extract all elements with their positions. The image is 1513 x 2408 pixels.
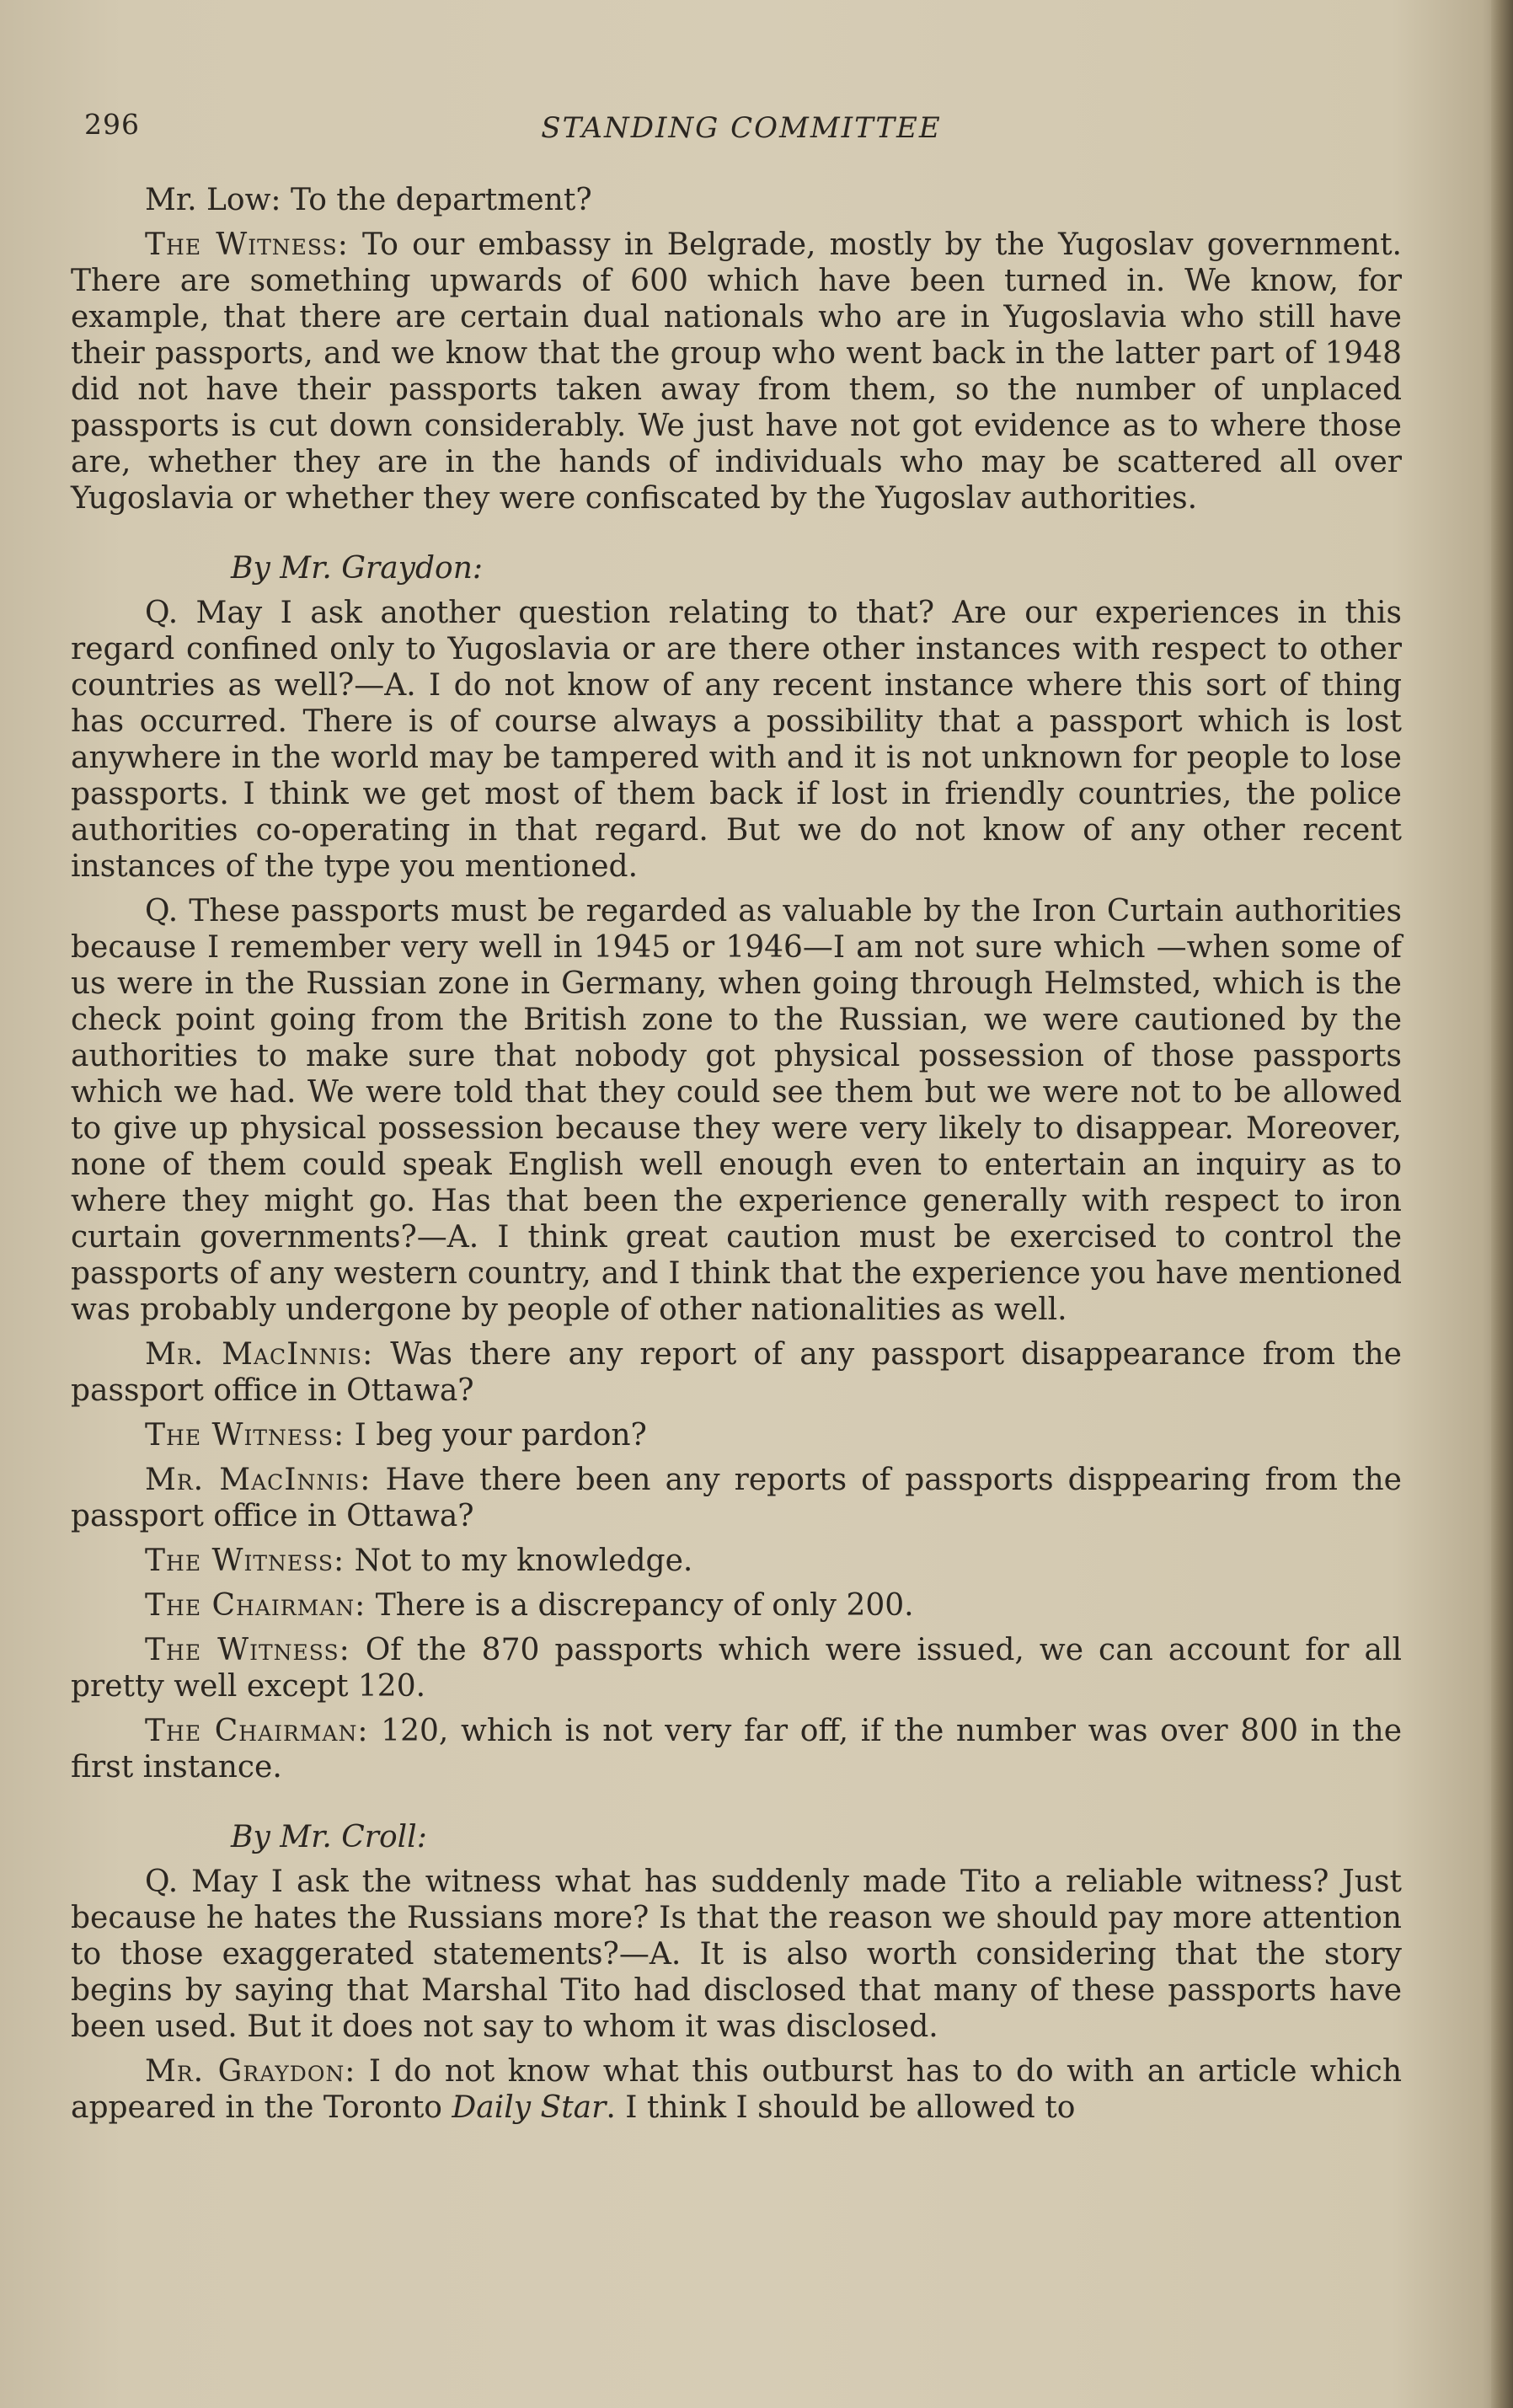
newspaper-title: Daily Star [452,2090,607,2125]
paragraph-text: Was there any report of any passport disappearance from the passport office in Ottawa? [71,1337,1402,1408]
paragraph-text: Not to my knowledge. [345,1544,693,1578]
paragraph-witness-embassy [71,227,1402,516]
paragraph-text: Q. These passports must be regarded as valuable by the Iron Curtain authorities because I remember very well in 1945 or 1946—I am not sure which —when some of us were in the Russian zone in Germany, when going through Helmsted, which is the check point going from the British zone to the Russian, we were cautioned by the authorities to make sure that nobody got physical possession of those passports which we had. We were told that they could see them but we were not to be allowed to give up physical possession because they were very likely to disappear. Moreover, none of them could speak English well enough even to entertain an inquiry as to where they might go. Has that been the experience generally with respect to iron curtain governments?—A. I think great caution must be exercised to control the passports of any western country, and I think that the experience you have mentioned was probably undergone by people of other nationalities as well. [71,894,1402,1327]
paragraph-text: Q. May I ask another question relating to that? Are our experiences in this regard confined only to Yugoslavia or are there other instances with respect to other countries as well?—A. I do not know of any recent instance where this sort of thing has occurred. There is of course always a possibility that a passport which is lost anywhere in the world may be tampered with and it is not unknown for people to lose passports. I think we get most of them back if lost in friendly countries, the police authorities co-operating in that regard. But we do not know of any other recent instances of the type you mentioned. [71,596,1402,884]
paragraph-witness-870 [71,1632,1402,1704]
paragraph-graydon-outburst [71,2053,1402,2126]
paragraph-text-tail: . I think I should be allowed to [606,2090,1076,2125]
speaker-name: The Chairman: [145,1588,366,1623]
paragraph-text: Have there been any reports of passports disppearing from the passport office in Ottawa? [71,1463,1402,1533]
paragraph-question-iron-curtain [71,893,1402,1328]
paragraph-macinnis-report [71,1336,1402,1409]
paragraph-macinnis-reports [71,1462,1402,1534]
paragraph-text: To the department? [281,183,592,217]
speaker-name: Mr. Low: [145,183,281,217]
speaker-name: Mr. MacInnis: [145,1337,374,1372]
speaker-name: Mr. Graydon: [145,2054,356,2089]
book-spine-edge [1491,0,1513,2408]
paragraph-question-tito [71,1864,1402,2045]
paragraph-witness-knowledge [71,1543,1402,1579]
byline-graydon: By Mr. Graydon: [231,551,484,586]
paragraph-text: Q. May I ask the witness what has suddenly made Tito a reliable witness? Just because he hates the Russians more? Is that the reason we should pay more attention to those exaggerated statements?—A. It is also worth considering that the story begins by saying that Marshal Tito had disclosed that many of these passports have been used. But it does not say to whom it was disclosed. [71,1865,1402,2044]
paragraph-text: 120, which is not very far off, if the number was over 800 in the first instance. [71,1714,1402,1785]
paragraph-question-experiences [71,595,1402,885]
paragraph-chairman-120 [71,1713,1402,1785]
paragraph-chairman-discrepancy [71,1587,1402,1624]
paragraph-low-question [71,182,1402,218]
running-head: STANDING COMMITTEE [541,111,942,145]
speaker-name: The Chairman: [145,1714,369,1748]
speaker-name: The Witness: [145,1544,345,1578]
speaker-name: The Witness: [145,1633,350,1667]
byline-croll: By Mr. Croll: [231,1820,427,1854]
speaker-name: Mr. MacInnis: [145,1463,372,1497]
paragraph-text: Of the 870 passports which were issued, we can account for all pretty well except 120. [71,1633,1402,1704]
paragraph-text: I beg your pardon? [345,1418,647,1453]
speaker-name: The Witness: [145,227,349,262]
paragraph-text: There is a discrepancy of only 200. [366,1588,914,1623]
page-number: 296 [84,108,140,141]
transcript-body [71,182,1402,2134]
paragraph-witness-pardon [71,1417,1402,1453]
paragraph-text: I do not know what this outburst has to do with an article which appeared in the Toronto [71,2054,1402,2125]
speaker-name: The Witness: [145,1418,345,1453]
page-header [84,108,1398,150]
paragraph-text: To our embassy in Belgrade, mostly by the Yugoslav government. There are something upwards of 600 which have been turned in. We know, for example, that there are certain dual nationals who are in Yugoslavia who still have their passports, and we know that the group who went back in the latter part of 1948 did not have their passports taken away from them, so the number of unplaced passports is cut down considerably. We just have not got evidence as to where those are, whether they are in the hands of individuals who may be scattered all over Yugoslavia or whether they were confiscated by the Yugoslav authorities. [71,227,1402,516]
